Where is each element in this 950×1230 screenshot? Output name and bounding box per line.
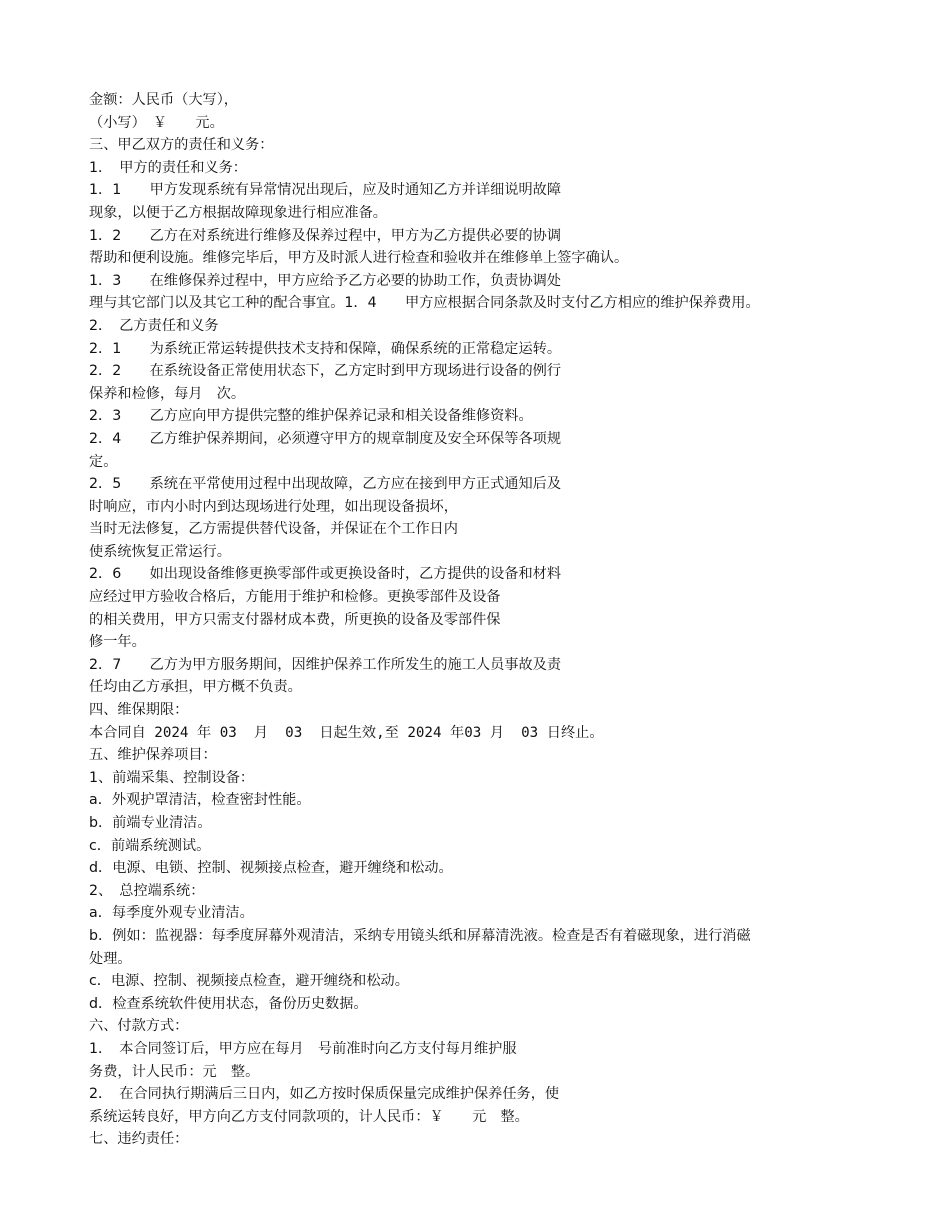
contract-period-text: 本合同自 2024 年 03 月 03 日起生效,至 2024 年03 月 03 日终止。: [89, 724, 604, 741]
item-2-b-cont: 处理。: [89, 950, 132, 967]
text-line-amount-lower: （小写） ￥ 元。: [89, 114, 224, 131]
clause-1-heading: 1． 甲方的责任和义务：: [89, 159, 247, 176]
clause-2-2: 2．2 在系统设备正常使用状态下，乙方定时到甲方现场进行设备的例行: [89, 363, 562, 380]
item-1-d: d．电源、电锁、控制、视频接点检查，避开缠绕和松动。: [89, 860, 453, 877]
clause-2-heading: 2． 乙方责任和义务: [89, 317, 219, 334]
section-heading-6: 六、付款方式：: [89, 1018, 189, 1035]
clause-1-2: 1．2 乙方在对系统进行维修及保养过程中，甲方为乙方提供必要的协调: [89, 227, 562, 244]
item-2-c: c．电源、控制、视频接点检查，避开缠绕和松动。: [89, 973, 409, 990]
item-1-c: c．前端系统测试。: [89, 837, 211, 854]
clause-2-2-cont: 保养和检修，每月 次。: [89, 385, 246, 402]
payment-1-cont: 务费，计人民币：元 整。: [89, 1063, 260, 1080]
clause-2-1: 2．1 为系统正常运转提供技术支持和保障，确保系统的正常稳定运转。: [89, 340, 562, 357]
section-heading-4: 四、维保期限：: [89, 702, 189, 719]
clause-1-3-cont: 理与其它部门以及其它工种的配合事宜。1．4 甲方应根据合同条款及时支付乙方相应的维护保养费用。: [89, 295, 760, 312]
section-heading-3: 三、甲乙双方的责任和义务：: [89, 137, 274, 154]
clause-2-7-cont: 任均由乙方承担，甲方概不负责。: [89, 679, 302, 696]
clause-2-5-cont-1: 时响应，市内小时内到达现场进行处理，如出现设备损坏，: [89, 498, 458, 515]
clause-1-1-cont: 现象，以便于乙方根据故障现象进行相应准备。: [89, 204, 387, 221]
payment-2: 2． 在合同执行期满后三日内，如乙方按时保质保量完成维护保养任务，使: [89, 1086, 560, 1103]
document-body: [89, 89, 869, 1151]
section-heading-7: 七、违约责任：: [89, 1131, 189, 1148]
clause-2-5-cont-3: 使系统恢复正常运行。: [89, 543, 231, 560]
clause-2-6-cont-1: 应经过甲方验收合格后，方能用于维护和检修。更换零部件及设备: [89, 589, 501, 606]
clause-1-2-cont: 帮助和便利设施。维修完毕后，甲方及时派人进行检查和验收并在维修单上签字确认。: [89, 250, 629, 267]
clause-2-5-cont-2: 当时无法修复，乙方需提供替代设备，并保证在个工作日内: [89, 521, 458, 538]
clause-1-1: 1．1 甲方发现系统有异常情况出现后，应及时通知乙方并详细说明故障: [89, 182, 562, 199]
clause-2-3: 2．3 乙方应向甲方提供完整的维护保养记录和相关设备维修资料。: [89, 408, 533, 425]
clause-1-3: 1．3 在维修保养过程中，甲方应给予乙方必要的协助工作，负责协调处: [89, 272, 562, 289]
item-1-a: a．外观护罩清洁，检查密封性能。: [89, 792, 311, 809]
payment-2-cont: 系统运转良好，甲方向乙方支付同款项的，计人民币：￥ 元 整。: [89, 1108, 529, 1125]
item-1-heading: 1、前端采集、控制设备：: [89, 769, 255, 786]
item-2-b: b．例如：监视器：每季度屏幕外观清洁，采纳专用镜头纸和屏幕清洗液。检查是否有着磁现象，进行消磁: [89, 927, 751, 944]
item-2-a: a．每季度外观专业清洁。: [89, 905, 254, 922]
clause-2-4-cont: 定。: [89, 453, 118, 470]
clause-2-6-cont-2: 的相关费用，甲方只需支付器材成本费，所更换的设备及零部件保: [89, 611, 501, 628]
clause-2-4: 2．4 乙方维护保养期间，必须遵守甲方的规章制度及安全环保等各项规: [89, 430, 562, 447]
section-heading-5: 五、维护保养项目：: [89, 747, 217, 764]
item-2-d: d．检查系统软件使用状态，备份历史数据。: [89, 995, 368, 1012]
payment-1: 1． 本合同签订后，甲方应在每月 号前准时向乙方支付每月维护服: [89, 1040, 517, 1057]
clause-2-5: 2．5 系统在平常使用过程中出现故障，乙方应在接到甲方正式通知后及: [89, 476, 562, 493]
clause-2-7: 2．7 乙方为甲方服务期间，因维护保养工作所发生的施工人员事故及责: [89, 656, 562, 673]
item-1-b: b．前端专业清洁。: [89, 815, 212, 831]
text-line-amount-upper: 金额：人民币（大写），: [89, 92, 238, 108]
clause-2-6-cont-3: 修一年。: [89, 634, 146, 651]
clause-2-6: 2．6 如出现设备维修更换零部件或更换设备时，乙方提供的设备和材料: [89, 566, 562, 583]
item-2-heading: 2、 总控端系统：: [89, 882, 205, 899]
